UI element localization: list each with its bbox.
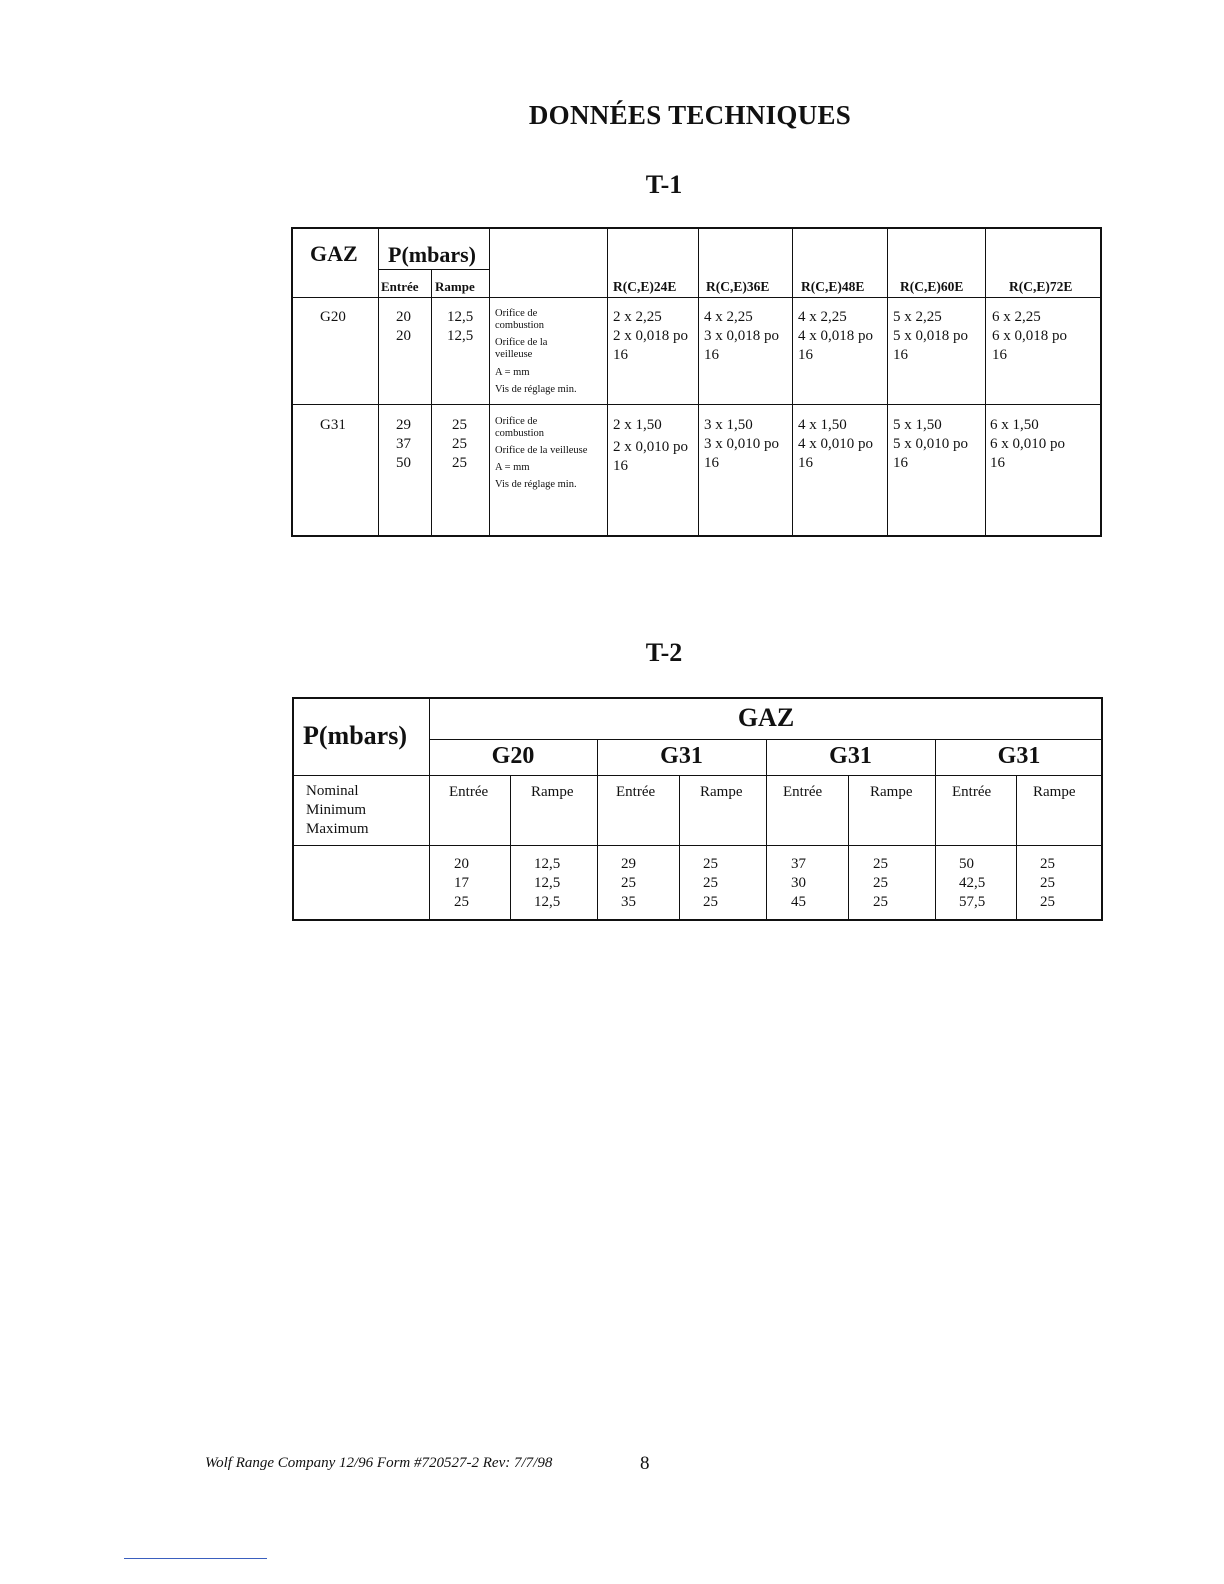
t1-header-model: R(C,E)72E (1009, 279, 1073, 294)
t1-divider (985, 229, 986, 535)
t2-cell: 25 (1040, 875, 1055, 891)
t1-row-label: veilleuse (495, 349, 533, 360)
t2-cell: 25 (1040, 894, 1055, 910)
t2-cell: 57,5 (959, 894, 986, 910)
t1-cell: 2 x 0,010 po (613, 439, 688, 455)
t2-sub-rampe: Rampe (531, 784, 574, 800)
t1-cell: 20 (396, 309, 411, 325)
t1-header-model: R(C,E)36E (706, 279, 770, 294)
t1-row-label: combustion (495, 320, 544, 331)
t2-cell: 30 (791, 875, 806, 891)
page-number: 8 (640, 1453, 650, 1474)
t1-header-model: R(C,E)24E (613, 279, 677, 294)
t2-row-label: Maximum (306, 821, 369, 837)
t2-cell: 25 (703, 856, 718, 872)
t1-gas-g20: G20 (320, 309, 346, 325)
t1-divider (293, 404, 1100, 405)
t2-sub-entree: Entrée (783, 784, 823, 800)
t2-sub-entree: Entrée (616, 784, 656, 800)
t2-cell: 45 (791, 894, 806, 910)
t1-cell: 6 x 0,010 po (990, 436, 1065, 452)
t1-header-model: R(C,E)48E (801, 279, 865, 294)
t1-cell: 37 (396, 436, 411, 452)
t2-cell: 12,5 (534, 894, 561, 910)
t2-header-gaz: GAZ (737, 703, 795, 732)
t1-row-label: Orifice de (495, 416, 538, 427)
bottom-rule (124, 1558, 267, 1559)
t2-divider (848, 775, 849, 919)
t1-divider (887, 229, 888, 535)
t2-sub-rampe: Rampe (700, 784, 743, 800)
t1-cell: 16 (990, 455, 1005, 471)
t2-gas-header: G31 (829, 743, 872, 769)
t1-cell: 4 x 2,25 (704, 309, 753, 325)
t1-cell: 6 x 2,25 (992, 309, 1041, 325)
t1-header-pressure: P(mbars) (388, 242, 476, 267)
t1-row-label: Vis de réglage min. (495, 384, 577, 395)
t2-sub-rampe: Rampe (1033, 784, 1076, 800)
t1-cell: 2 x 1,50 (613, 417, 662, 433)
page-title: DONNÉES TECHNIQUES (528, 100, 852, 130)
t2-gas-header: G20 (491, 743, 535, 769)
t1-cell: 16 (798, 455, 813, 471)
t2-cell: 42,5 (959, 875, 986, 891)
t1-cell: 4 x 0,010 po (798, 436, 873, 452)
t2-cell: 29 (621, 856, 636, 872)
t1-divider (378, 269, 489, 270)
table-t1 (291, 227, 1102, 537)
t2-divider (679, 775, 680, 919)
t2-cell: 12,5 (534, 856, 561, 872)
t1-divider (792, 229, 793, 535)
t1-row-label: A = mm (495, 367, 530, 378)
t1-divider (431, 269, 432, 535)
t1-cell: 3 x 0,010 po (704, 436, 779, 452)
t1-cell: 4 x 0,018 po (798, 328, 873, 344)
t1-cell: 4 x 1,50 (798, 417, 847, 433)
t1-cell: 20 (396, 328, 411, 344)
t1-row-label: combustion (495, 428, 544, 439)
t2-cell: 35 (621, 894, 636, 910)
t1-gas-g31: G31 (320, 417, 346, 433)
t2-row-label: Minimum (306, 802, 367, 818)
t2-divider (294, 845, 1101, 846)
t1-divider (378, 229, 379, 535)
t1-cell: 16 (613, 347, 628, 363)
t1-cell: 16 (893, 455, 908, 471)
t1-cell: 2 x 2,25 (613, 309, 662, 325)
t1-cell: 12,5 (447, 328, 474, 344)
t1-cell: 12,5 (447, 309, 474, 325)
t1-row-label: A = mm (495, 462, 530, 473)
t2-cell: 25 (873, 875, 888, 891)
t1-cell: 16 (798, 347, 813, 363)
t1-cell: 25 (452, 455, 467, 471)
t1-divider (489, 229, 490, 535)
t2-sub-rampe: Rampe (870, 784, 913, 800)
t1-cell: 2 x 0,018 po (613, 328, 688, 344)
t1-cell: 16 (613, 458, 628, 474)
t1-cell: 5 x 1,50 (893, 417, 942, 433)
t1-row-label: Orifice de la (495, 337, 548, 348)
t1-cell: 25 (452, 436, 467, 452)
t1-cell: 16 (704, 347, 719, 363)
table-t1-label: T-1 (645, 170, 683, 199)
t2-cell: 25 (873, 856, 888, 872)
t1-header-rampe: Rampe (435, 279, 475, 294)
t2-sub-entree: Entrée (449, 784, 489, 800)
t2-divider (294, 775, 1101, 776)
t1-cell: 16 (893, 347, 908, 363)
t2-sub-entree: Entrée (952, 784, 992, 800)
t1-header-entree: Entrée (381, 279, 419, 294)
t1-row-label: Orifice de (495, 308, 538, 319)
t2-cell: 12,5 (534, 875, 561, 891)
t1-divider (607, 229, 608, 535)
t1-cell: 5 x 2,25 (893, 309, 942, 325)
t2-cell: 25 (703, 875, 718, 891)
t1-cell: 6 x 1,50 (990, 417, 1039, 433)
t1-cell: 4 x 2,25 (798, 309, 847, 325)
t1-cell: 6 x 0,018 po (992, 328, 1067, 344)
t2-cell: 25 (454, 894, 469, 910)
t2-cell: 25 (1040, 856, 1055, 872)
t2-divider (429, 739, 1101, 740)
t1-cell: 29 (396, 417, 411, 433)
t2-gas-header: G31 (997, 743, 1041, 769)
t2-divider (510, 775, 511, 919)
t1-cell: 5 x 0,010 po (893, 436, 968, 452)
t1-row-label: Orifice de la veilleuse (495, 445, 588, 456)
t2-row-label: Nominal (306, 783, 359, 799)
t1-header-gaz: GAZ (310, 241, 358, 266)
t2-gas-header: G31 (660, 743, 703, 769)
t1-cell: 5 x 0,018 po (893, 328, 968, 344)
t1-cell: 3 x 1,50 (704, 417, 753, 433)
table-t2-label: T-2 (645, 638, 683, 667)
t1-row-label: Vis de réglage min. (495, 479, 577, 490)
t2-cell: 20 (454, 856, 469, 872)
t2-divider (1016, 775, 1017, 919)
t1-cell: 3 x 0,018 po (704, 328, 779, 344)
t2-cell: 37 (791, 856, 806, 872)
t1-divider (293, 297, 1100, 298)
t2-cell: 50 (959, 856, 974, 872)
t2-cell: 25 (703, 894, 718, 910)
t1-header-model: R(C,E)60E (900, 279, 964, 294)
table-t2 (292, 697, 1103, 921)
t1-cell: 16 (704, 455, 719, 471)
t1-cell: 16 (992, 347, 1007, 363)
footer-form-info: Wolf Range Company 12/96 Form #720527-2 Rev: 7/7/98 (205, 1455, 553, 1471)
t2-cell: 17 (454, 875, 469, 891)
t2-cell: 25 (621, 875, 636, 891)
t2-header-pressure: P(mbars) (303, 721, 407, 750)
t1-cell: 50 (396, 455, 411, 471)
t2-cell: 25 (873, 894, 888, 910)
t1-divider (698, 229, 699, 535)
t1-cell: 25 (452, 417, 467, 433)
